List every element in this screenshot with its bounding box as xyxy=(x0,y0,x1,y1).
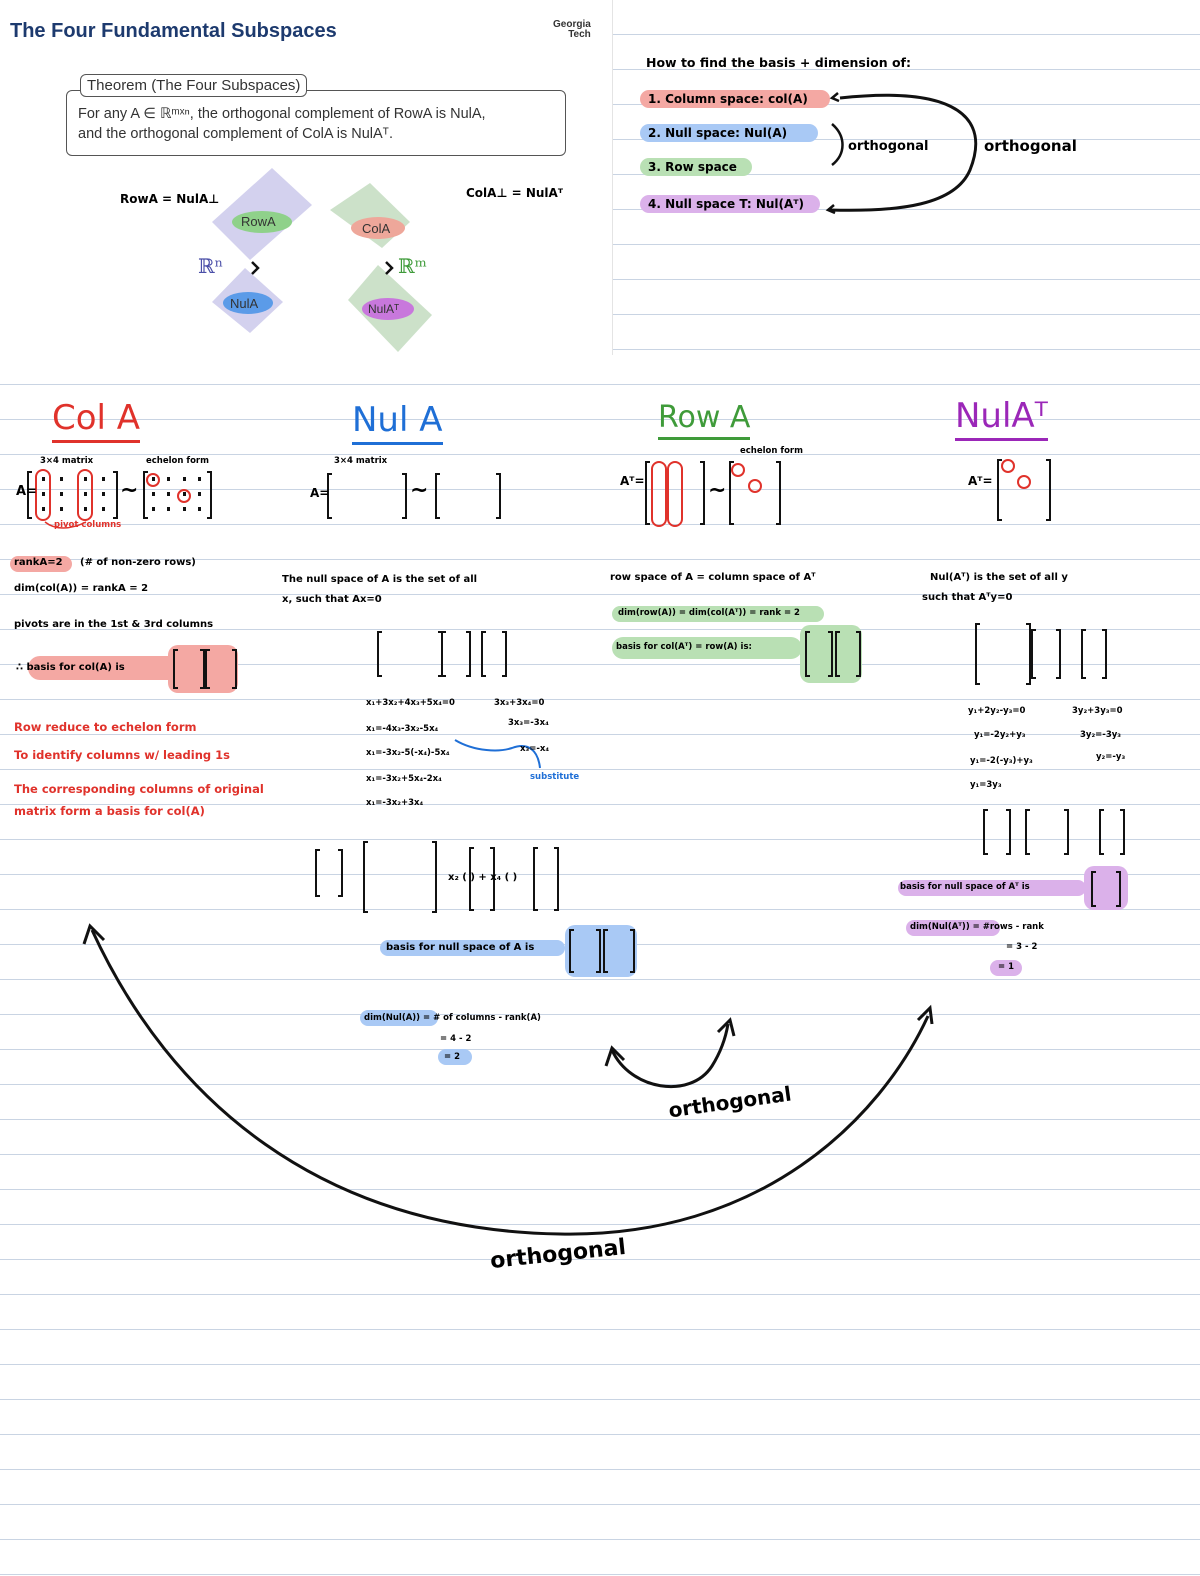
logo-line2: Tech xyxy=(568,29,591,40)
col-pivot-label: pivot columns xyxy=(54,520,122,530)
col-echelon-label: echelon form xyxy=(146,456,209,466)
nult-eq3: y₁=-2(-y₃)+y₃ xyxy=(970,756,1033,766)
nul-label: NulA xyxy=(230,296,259,311)
col-note1: Row reduce to echelon form xyxy=(14,720,197,734)
row-echelon-label: echelon form xyxy=(740,446,803,456)
nul-eq1b: 3x₃+3x₄=0 xyxy=(494,698,545,708)
row-label: RowA xyxy=(241,214,276,229)
bottom-orthogonal-arc xyxy=(92,930,928,1234)
arrow-rn-icon xyxy=(252,262,258,274)
arrowhead-icon xyxy=(832,93,839,101)
nul-matrices xyxy=(316,474,558,912)
nul-eq3b: x₃=-x₄ xyxy=(520,744,550,754)
row-heading: Row A xyxy=(658,400,750,435)
col-label: ColA xyxy=(362,221,391,236)
col-tilde: ~ xyxy=(120,478,139,503)
bottom-orthogonal-label: orthogonal xyxy=(489,1234,628,1275)
nult-eq1: y₁+2y₂-y₃=0 xyxy=(968,706,1026,716)
row-def: row space of A = column space of Aᵀ xyxy=(610,572,816,583)
nul-dim1: dim(Nul(A)) = # of columns - rank(A) xyxy=(364,1013,541,1023)
nult-pivot1-circle xyxy=(1002,460,1014,472)
row-pivot1-circle xyxy=(732,464,744,476)
row-pivot-col2-circle xyxy=(668,462,682,526)
inner-bracket-curve xyxy=(832,124,843,165)
nul-eq2b: 3x₃=-3x₄ xyxy=(508,718,549,728)
nult-label: NulAᵀ xyxy=(368,302,400,316)
nul-eq4: x₁=-3x₂+5x₄-2x₄ xyxy=(366,774,442,784)
right-equation: ColA⊥ = NulAᵀ xyxy=(466,186,563,200)
row-pivot2-circle xyxy=(749,480,761,492)
left-equation: RowA = NulA⊥ xyxy=(120,192,220,206)
nult-basis-text: basis for null space of Aᵀ is xyxy=(900,882,1030,892)
nul-eq2: x₁=-4x₃-3x₂-5x₄ xyxy=(366,724,439,734)
col-basis-text: ∴ basis for col(A) is xyxy=(16,662,125,673)
howto-title: How to find the basis + dimension of: xyxy=(646,55,911,70)
hl-nult-basis-vector xyxy=(1084,866,1128,910)
nult-eq2: y₁=-2y₂+y₃ xyxy=(974,730,1026,740)
row-dim: dim(row(A)) = dim(col(Aᵀ)) = rank = 2 xyxy=(618,608,800,618)
theorem-line2: and the orthogonal complement of ColA is NulAᵀ. xyxy=(78,126,393,142)
logo-line1: Georgia xyxy=(553,19,591,30)
col-heading: Col A xyxy=(52,398,140,438)
nult-eq4: y₁=3y₃ xyxy=(970,780,1002,790)
nul-def2: x, such that Ax=0 xyxy=(282,594,382,605)
col-rank: rankA=2 xyxy=(14,557,63,568)
col-note2: To identify columns w/ leading 1s xyxy=(14,748,230,762)
rn-label: ℝⁿ xyxy=(198,254,224,278)
col-note3: The corresponding columns of original xyxy=(14,782,264,796)
nul-def1: The null space of A is the set of all xyxy=(282,574,478,585)
col-size-label: 3×4 matrix xyxy=(40,456,94,466)
orthogonal-outer-label: orthogonal xyxy=(984,137,1077,155)
nul-x-combination: x₂ ( ) + x₄ ( ) xyxy=(448,872,518,883)
row-a-eq: Aᵀ= xyxy=(620,474,645,488)
nult-dim2: = 3 - 2 xyxy=(1006,942,1038,952)
nult-heading: NulAᵀ xyxy=(955,396,1048,436)
col-rank-note: (# of non-zero rows) xyxy=(80,557,196,568)
howto-item4: 4. Null space T: Nul(Aᵀ) xyxy=(648,197,804,211)
nult-eq2b: 3y₂=-3y₃ xyxy=(1080,730,1122,740)
mid-orthogonal-arc xyxy=(612,1024,728,1087)
nult-def2: such that Aᵀy=0 xyxy=(922,592,1013,603)
nul-heading: Nul A xyxy=(352,400,443,440)
nult-pivot2-circle xyxy=(1018,476,1030,488)
col-note4: matrix form a basis for col(A) xyxy=(14,804,205,818)
nul-tilde: ~ xyxy=(410,478,429,503)
col-a-eq: A= xyxy=(16,484,37,499)
howto-item1: 1. Column space: col(A) xyxy=(648,92,808,106)
nult-def1: Nul(Aᵀ) is the set of all y xyxy=(930,572,1068,583)
nul-dim2: = 4 - 2 xyxy=(440,1034,472,1044)
nul-substitute-note: substitute xyxy=(530,772,580,782)
nul-a-eq: A= xyxy=(310,486,330,500)
slide-title: The Four Fundamental Subspaces xyxy=(10,20,337,42)
nult-matrices xyxy=(976,460,1124,854)
nul-eq5: x₁=-3x₂+3x₄ xyxy=(366,798,424,808)
mid-orthogonal-label: orthogonal xyxy=(666,1081,793,1123)
theorem-line1: For any A ∈ ℝᵐˣⁿ, the orthogonal complement of RowA is NulA, xyxy=(78,106,486,122)
rm-label: ℝᵐ xyxy=(398,254,427,278)
nul-basis-text: basis for null space of A is xyxy=(386,942,535,953)
col-dim: dim(col(A)) = rankA = 2 xyxy=(14,583,149,594)
col-pivots: pivots are in the 1st & 3rd columns xyxy=(14,619,214,630)
arrow-rm-icon xyxy=(386,262,392,274)
nult-dim1: dim(Nul(Aᵀ)) = #rows - rank xyxy=(910,922,1044,932)
nult-a-eq: Aᵀ= xyxy=(968,474,993,488)
nul-eq1: x₁+3x₂+4x₃+5x₄=0 xyxy=(366,698,455,708)
row-basis-text: basis for col(Aᵀ) = row(A) is: xyxy=(616,642,752,652)
howto-item2: 2. Null space: Nul(A) xyxy=(648,126,788,140)
theorem-title: Theorem (The Four Subspaces) xyxy=(80,74,307,97)
nult-eq3b: y₂=-y₃ xyxy=(1096,752,1126,762)
howto-item3: 3. Row space xyxy=(648,160,737,174)
nult-eq1b: 3y₂+3y₃=0 xyxy=(1072,706,1123,716)
nul-size-label: 3×4 matrix xyxy=(334,456,388,466)
row-tilde: ~ xyxy=(708,478,727,503)
orthogonal-inner-label: orthogonal xyxy=(848,139,929,154)
nul-eq3: x₁=-3x₂-5(-x₄)-5x₄ xyxy=(366,748,450,758)
row-pivot-col1-circle xyxy=(652,462,666,526)
nult-dim3: = 1 xyxy=(998,962,1014,972)
nul-dim3: = 2 xyxy=(444,1052,460,1062)
